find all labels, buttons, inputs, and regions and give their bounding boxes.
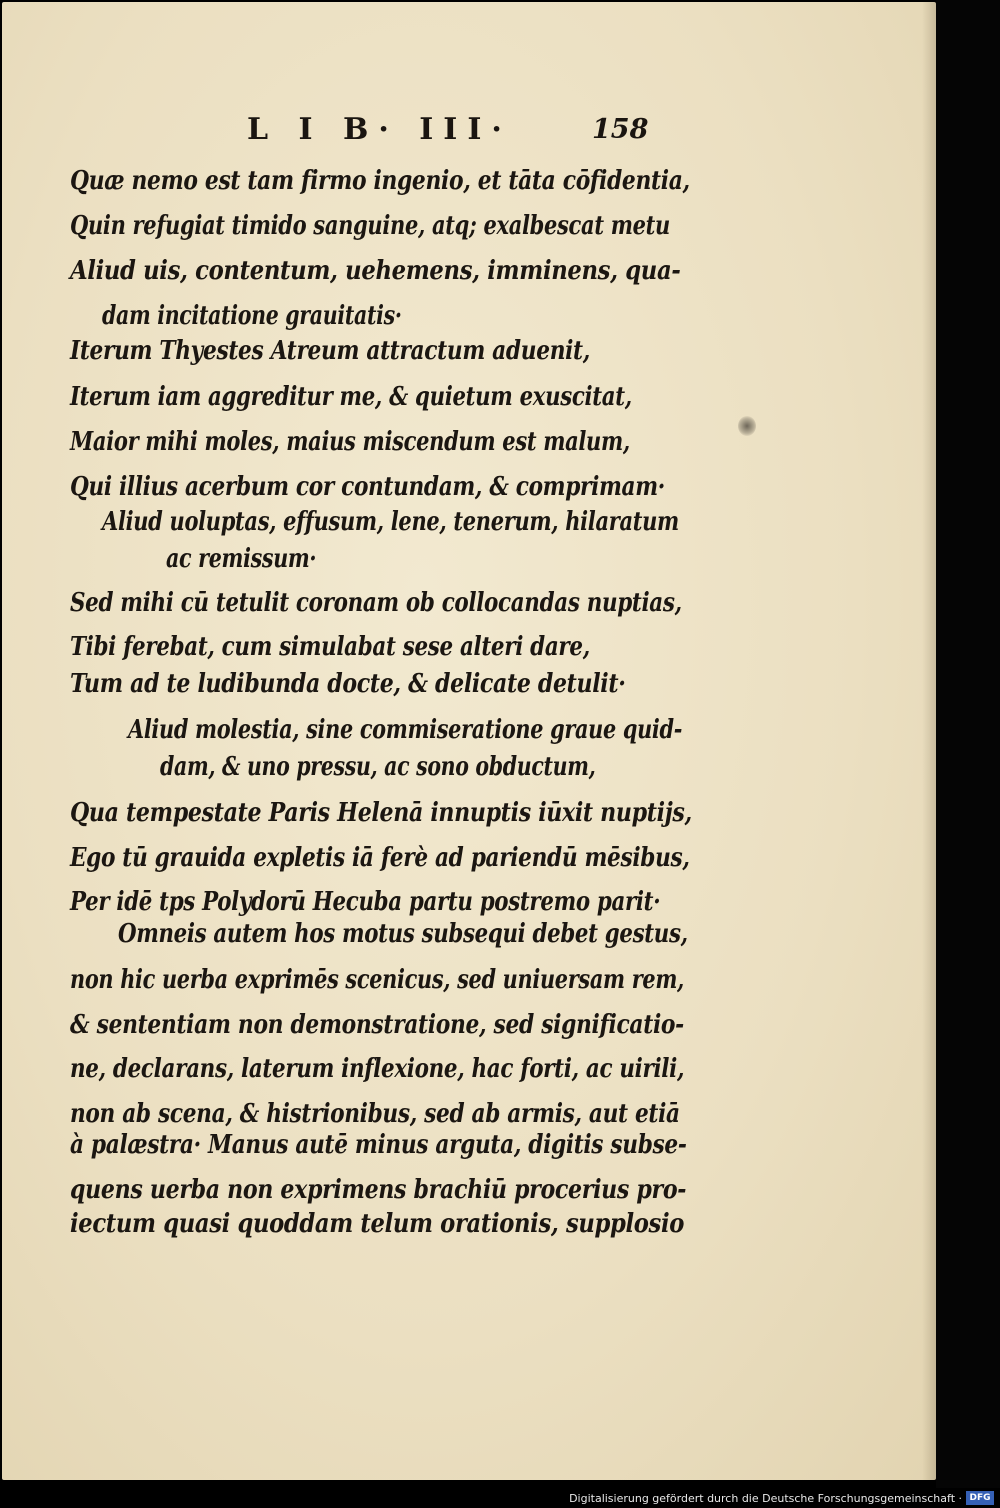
text-line: Iterum iam aggreditur me, & quietum exuscitat, bbox=[70, 382, 632, 412]
text-line: Quæ nemo est tam firmo ingenio, et tāta cōfidentia, bbox=[70, 166, 690, 196]
text-line: dam, & uno pressu, ac sono obductum, bbox=[160, 752, 596, 782]
text-line: Omneis autem hos motus subsequi debet gestus, bbox=[118, 919, 688, 949]
text-line: Tum ad te ludibunda docte, & delicate detulit· bbox=[70, 669, 626, 699]
page-edge bbox=[936, 0, 1000, 1500]
ink-blot bbox=[738, 416, 756, 436]
text-line: dam incitatione grauitatis· bbox=[102, 301, 402, 331]
text-line: Ego tū grauida expletis iā ferè ad pariendū mēsibus, bbox=[70, 843, 690, 873]
text-line: Quin refugiat timido sanguine, atq; exalbescat metu bbox=[70, 211, 670, 241]
text-line: Per idē tps Polydorū Hecuba partu postremo parit· bbox=[70, 887, 661, 917]
text-line: ne, declarans, laterum inflexione, hac forti, ac uirili, bbox=[70, 1054, 685, 1084]
running-head-title: L I B· III· bbox=[247, 112, 512, 147]
text-line: Tibi ferebat, cum simulabat sese alteri dare, bbox=[70, 632, 590, 662]
text-line: Iterum Thyestes Atreum attractum aduenit, bbox=[70, 336, 590, 366]
text-line: Qui illius acerbum cor contundam, & comprimam· bbox=[70, 472, 665, 502]
text-line: quens uerba non exprimens brachiū procerius pro- bbox=[70, 1175, 687, 1205]
text-line: Maior mihi moles, maius miscendum est malum, bbox=[70, 427, 630, 457]
page-number: 158 bbox=[592, 114, 649, 145]
footer-credit: Digitalisierung gefördert durch die Deutsche Forschungsgemeinschaft · bbox=[569, 1492, 962, 1505]
text-line: Aliud molestia, sine commiseratione graue quid- bbox=[128, 715, 683, 745]
text-line: non ab scena, & histrionibus, sed ab armis, aut etiā bbox=[70, 1099, 680, 1129]
text-line: Aliud uis, contentum, uehemens, imminens, qua- bbox=[70, 256, 681, 286]
text-line: non hic uerba exprimēs scenicus, sed uniuersam rem, bbox=[70, 965, 685, 995]
dfg-logo-icon: DFG bbox=[966, 1491, 994, 1505]
text-line: & sententiam non demonstratione, sed significatio- bbox=[70, 1010, 684, 1040]
text-line: ac remissum· bbox=[166, 544, 317, 574]
text-line: iectum quasi quoddam telum orationis, supplosio bbox=[70, 1209, 684, 1239]
text-line: Aliud uoluptas, effusum, lene, tenerum, hilaratum bbox=[102, 507, 679, 537]
text-line: Qua tempestate Paris Helenā innuptis iūxit nuptijs, bbox=[70, 798, 692, 828]
text-line: Sed mihi cū tetulit coronam ob collocandas nuptias, bbox=[70, 588, 682, 618]
book-page bbox=[2, 2, 936, 1480]
text-block bbox=[2, 2, 936, 1480]
text-line: à palæstra· Manus autē minus arguta, digitis subse- bbox=[70, 1130, 687, 1160]
